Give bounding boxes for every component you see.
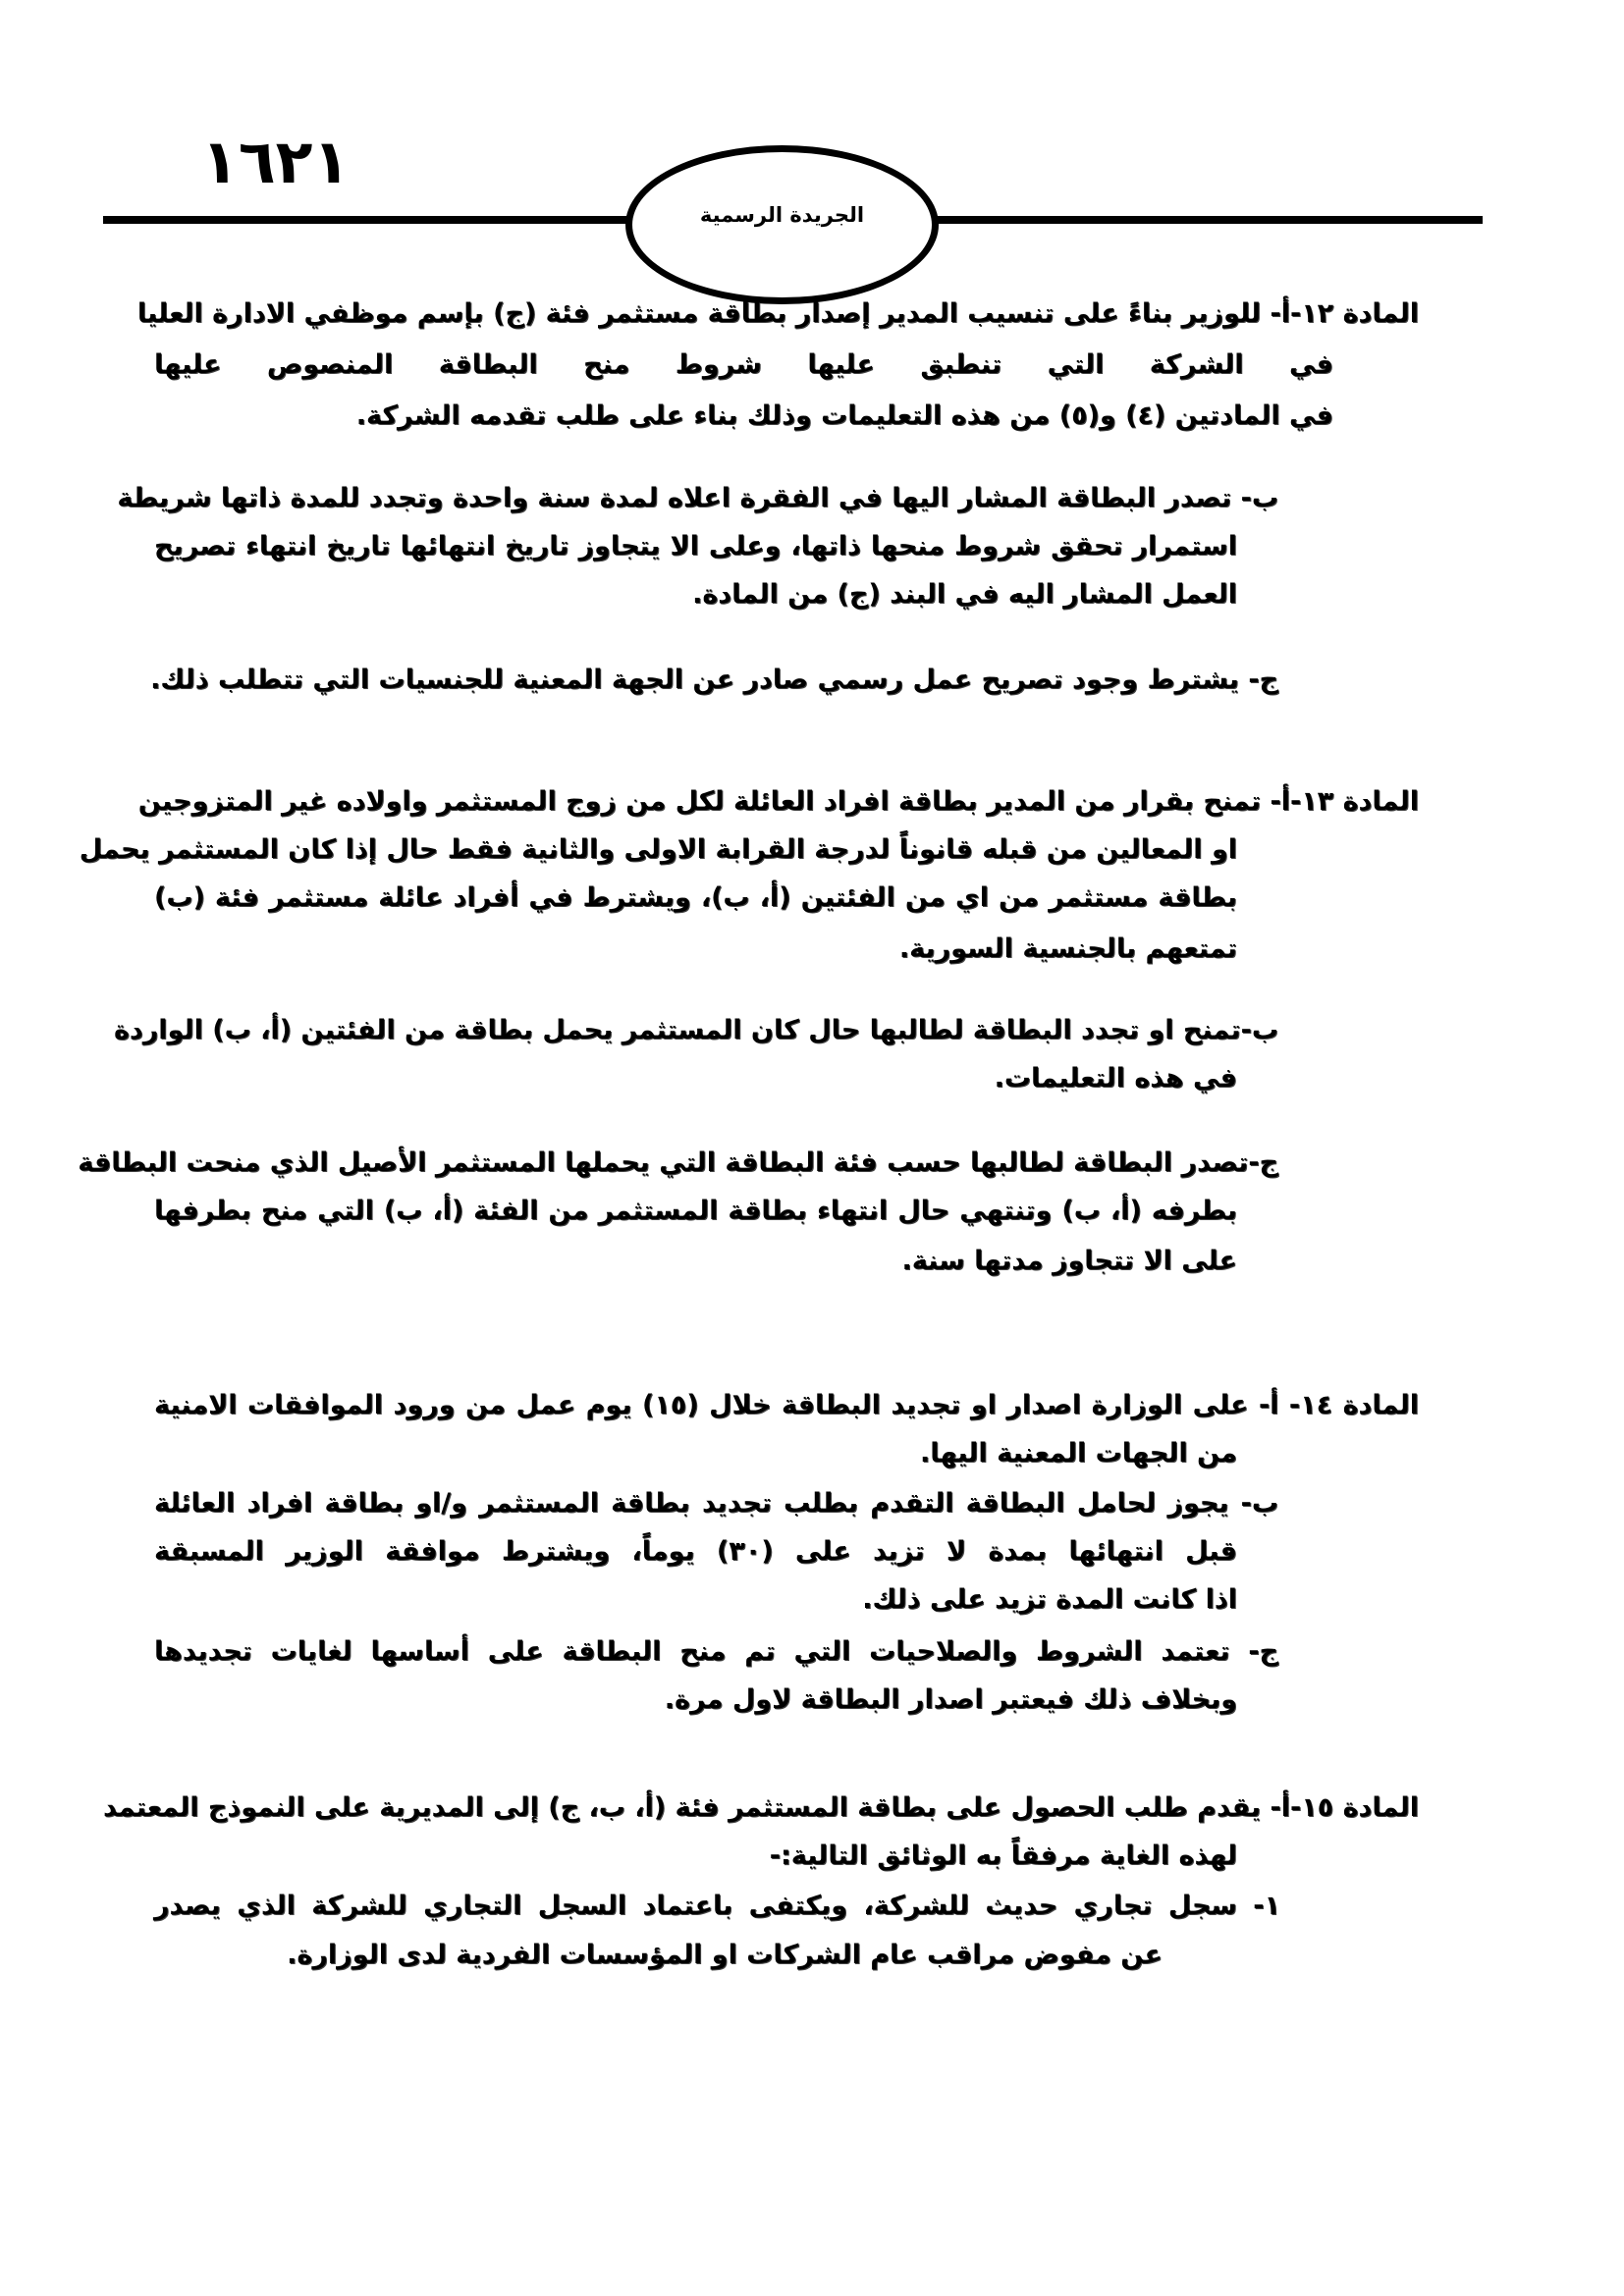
article-12-para-b: العمل المشار اليه في البند (ج) من المادة.	[692, 579, 1237, 610]
article-15-line: المادة ١٥-أ- يقدم طلب الحصول على بطاقة المستثمر فئة (أ، ب، ج) إلى المديرية على النموذج المعتمد	[103, 1792, 1419, 1823]
article-14-para-c: ج- تعتمد الشروط والصلاحيات التي تم منح البطاقة على أساسها لغايات تجديدها	[154, 1636, 1278, 1667]
gazette-title: الجريدة الرسمية	[699, 203, 865, 227]
gazette-seal	[625, 145, 939, 304]
article-13-line: او المعالين من قبله قانوناً لدرجة القرابة الاولى والثانية فقط حال إذا كان المستثمر يحمل	[79, 834, 1237, 865]
article-12-line: في المادتين (٤) و(٥) من هذه التعليمات وذلك بناء على طلب تقدمه الشركة.	[355, 400, 1333, 431]
article-13-line: تمتعهم بالجنسية السورية.	[898, 934, 1237, 964]
article-12-line: المادة ١٢-أ- للوزير بناءً على تنسيب المدير إصدار بطاقة مستثمر فئة (ج) بإسم موظفي الادارة العليا	[136, 298, 1419, 329]
article-13-para-b: في هذه التعليمات.	[994, 1063, 1237, 1094]
page-number: ١٦٢١	[201, 126, 351, 197]
article-14-para-b: ب- يجوز لحامل البطاقة التقدم بطلب تجديد بطاقة المستثمر و/او بطاقة افراد العائلة	[154, 1488, 1278, 1519]
article-12-para-c: ج- يشترط وجود تصريح عمل رسمي صادر عن الجهة المعنية للجنسيات التي تتطلب ذلك.	[150, 665, 1278, 695]
article-14-line: المادة ١٤- أ- على الوزارة اصدار او تجديد البطاقة خلال (١٥) يوم عمل من ورود الموافقات الامنية	[154, 1390, 1419, 1420]
article-15-line: لهذه الغاية مرفقاً به الوثائق التالية:-	[769, 1841, 1237, 1871]
article-14-para-b: اذا كانت المدة تزيد على ذلك.	[862, 1584, 1237, 1615]
article-13-line: بطاقة مستثمر من اي من الفئتين (أ، ب)، ويشترط في أفراد عائلة مستثمر فئة (ب)	[154, 882, 1237, 913]
article-12-para-b: ب- تصدر البطاقة المشار اليها في الفقرة اعلاه لمدة سنة واحدة وتجدد للمدة ذاتها شريطة	[117, 483, 1278, 513]
article-12-line: في الشركة التي تنطبق عليها شروط منح البطاقة المنصوص عليها	[154, 349, 1333, 380]
article-14-para-b: قبل انتهائها بمدة لا تزيد على (٣٠) يوماً، ويشترط موافقة الوزير المسبقة	[154, 1536, 1237, 1567]
article-13-para-c: ج-تصدر البطاقة لطالبها حسب فئة البطاقة التي يحملها المستثمر الأصيل الذي منحت البطاقة	[78, 1148, 1278, 1178]
article-14-para-c: وبخلاف ذلك فيعتبر اصدار البطاقة لاول مرة.	[664, 1684, 1237, 1715]
article-13-para-b: ب-تمنح او تجدد البطاقة لطالبها حال كان المستثمر يحمل بطاقة من الفئتين (أ، ب) الواردة	[113, 1015, 1278, 1045]
article-15-item-1: عن مفوض مراقب عام الشركات او المؤسسات الفردية لدى الوزارة.	[287, 1940, 1163, 1970]
article-12-para-b: استمرار تحقق شروط منحها ذاتها، وعلى الا يتجاوز تاريخ انتهائها تاريخ انتهاء تصريح	[154, 531, 1237, 561]
article-13-para-c: على الا تتجاوز مدتها سنة.	[901, 1246, 1237, 1276]
article-13-para-c: بطرفه (أ، ب) وتنتهي حال انتهاء بطاقة المستثمر من الفئة (أ، ب) التي منح بطرفها	[154, 1196, 1237, 1226]
article-13-line: المادة ١٣-أ- تمنح بقرار من المدير بطاقة افراد العائلة لكل من زوج المستثمر واولاده غير المتزوجين	[137, 786, 1419, 817]
article-15-item-1: ١- سجل تجاري حديث للشركة، ويكتفى باعتماد السجل التجاري للشركة الذي يصدر	[154, 1891, 1280, 1921]
article-14-line: من الجهات المعنية اليها.	[920, 1438, 1237, 1468]
